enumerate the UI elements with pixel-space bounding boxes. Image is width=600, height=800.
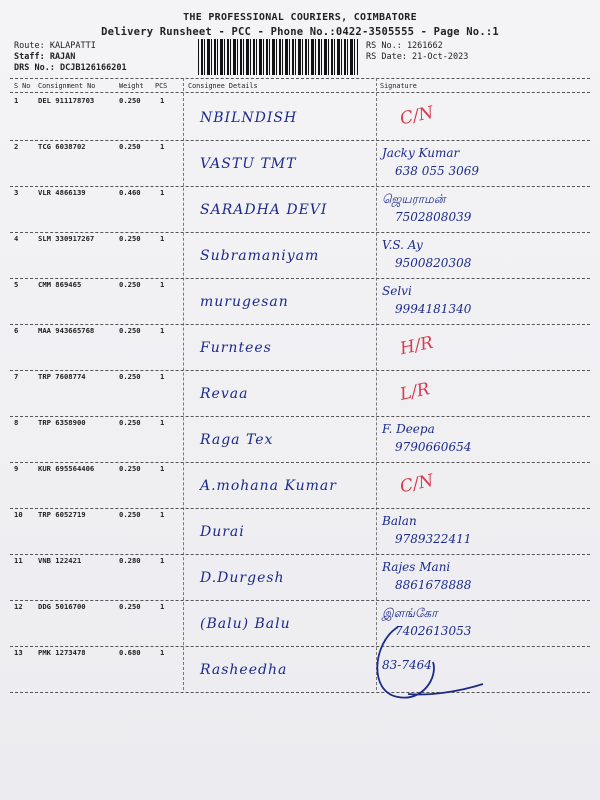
row-pcs: 1 (160, 464, 165, 473)
row-pcs: 1 (160, 372, 165, 381)
row-consignee-name: D.Durgesh (200, 570, 285, 586)
row-signature: Rajes Mani (382, 560, 451, 574)
row-signature-phone: 638 055 3069 (395, 164, 479, 178)
row-sno: 7 (14, 372, 19, 381)
row-sno: 10 (14, 510, 23, 519)
row-consignment-no: VLR 4866139 (38, 188, 86, 197)
row-pcs: 1 (160, 96, 165, 105)
table-row (0, 188, 600, 234)
row-signature: 83-7464 (382, 658, 432, 672)
row-consignee-name: SARADHA DEVI (200, 202, 328, 218)
row-weight: 0.250 (119, 234, 141, 243)
row-consignment-no: TRP 6052719 (38, 510, 86, 519)
row-signature-phone: 9790660654 (395, 440, 472, 454)
row-divider (10, 232, 590, 233)
table-row (0, 96, 600, 142)
row-sno: 8 (14, 418, 19, 427)
row-signature-phone: 9500820308 (395, 256, 472, 270)
row-divider (10, 554, 590, 555)
col-header-pcs: PCS (155, 82, 168, 90)
row-weight: 0.280 (119, 556, 141, 565)
row-pcs: 1 (160, 142, 165, 151)
row-weight: 0.250 (119, 464, 141, 473)
row-signature-phone: 9994181340 (395, 302, 472, 316)
row-divider (10, 508, 590, 509)
row-signature: H/R (398, 332, 436, 360)
row-sno: 3 (14, 188, 19, 197)
row-divider (10, 186, 590, 187)
row-weight: 0.250 (119, 280, 141, 289)
runsheet-subtitle: Delivery Runsheet - PCC - Phone No.:0422-3505555 - Page No.:1 (101, 26, 499, 38)
table-row (0, 372, 600, 418)
row-pcs: 1 (160, 280, 165, 289)
row-weight: 0.460 (119, 188, 141, 197)
row-consignee-name: (Balu) Balu (200, 616, 291, 632)
table-row (0, 556, 600, 602)
row-pcs: 1 (160, 234, 165, 243)
row-divider (10, 370, 590, 371)
row-consignment-no: VNB 122421 (38, 556, 82, 565)
row-consignment-no: DDG 5016700 (38, 602, 86, 611)
row-signature: இளங்கோ (382, 606, 438, 620)
table-row (0, 464, 600, 510)
row-consignee-name: Raga Tex (200, 432, 274, 448)
row-signature-phone: 8861678888 (395, 578, 472, 592)
row-signature-phone: 7502808039 (395, 210, 472, 224)
row-signature-phone: 7402613053 (395, 624, 472, 638)
row-divider (10, 278, 590, 279)
company-title: THE PROFESSIONAL COURIERS, COIMBATORE (183, 12, 417, 23)
row-signature: Selvi (382, 284, 412, 298)
row-divider (10, 324, 590, 325)
row-sno: 2 (14, 142, 19, 151)
row-pcs: 1 (160, 556, 165, 565)
row-consignee-name: VASTU TMT (200, 156, 297, 172)
drs-label: DRS No.: DCJB126166201 (14, 63, 127, 73)
col-header-consignment: Consignment No (38, 82, 96, 90)
row-consignment-no: PMK 1273478 (38, 648, 86, 657)
row-consignment-no: KUR 695564406 (38, 464, 95, 473)
row-divider (10, 416, 590, 417)
row-sno: 12 (14, 602, 23, 611)
rs-date-label: RS Date: 21-Oct-2023 (366, 52, 469, 62)
row-consignee-name: Rasheedha (200, 662, 288, 678)
header-bottom-rule (10, 92, 590, 93)
row-consignment-no: SLM 330917267 (38, 234, 95, 243)
table-row (0, 326, 600, 372)
row-pcs: 1 (160, 602, 165, 611)
row-pcs: 1 (160, 648, 165, 657)
row-weight: 0.250 (119, 326, 141, 335)
row-consignee-name: NBILNDISH (200, 110, 298, 126)
row-weight: 0.250 (119, 96, 141, 105)
col-header-signature: Signature (380, 82, 417, 90)
col-header-consignee: Consignee Details (188, 82, 258, 90)
row-weight: 0.250 (119, 372, 141, 381)
row-consignee-name: murugesan (200, 294, 289, 310)
row-consignment-no: MAA 943665768 (38, 326, 95, 335)
route-label: Route: KALAPATTI (14, 41, 96, 51)
row-weight: 0.680 (119, 648, 141, 657)
row-sno: 1 (14, 96, 19, 105)
rs-no-label: RS No.: 1261662 (366, 41, 443, 51)
row-pcs: 1 (160, 510, 165, 519)
staff-label: Staff: RAJAN (14, 52, 76, 62)
row-sno: 13 (14, 648, 23, 657)
row-signature: ஜெயராமன் (382, 192, 446, 206)
row-sno: 11 (14, 556, 23, 565)
row-weight: 0.250 (119, 602, 141, 611)
col-header-weight: Weight (119, 82, 144, 90)
row-weight: 0.250 (119, 418, 141, 427)
table-top-rule (10, 78, 590, 79)
table-row (0, 418, 600, 464)
row-signature: Jacky Kumar (382, 146, 460, 160)
row-consignment-no: TRP 7608774 (38, 372, 86, 381)
table-row (0, 510, 600, 556)
row-sno: 4 (14, 234, 19, 243)
row-signature: V.S. Ay (382, 238, 423, 252)
row-signature: L/R (398, 379, 432, 405)
barcode (198, 39, 358, 75)
row-consignment-no: TCG 6038702 (38, 142, 86, 151)
row-divider (10, 140, 590, 141)
row-sno: 5 (14, 280, 19, 289)
row-consignment-no: DEL 911178703 (38, 96, 95, 105)
row-sno: 6 (14, 326, 19, 335)
row-weight: 0.250 (119, 142, 141, 151)
row-consignment-no: CMM 869465 (38, 280, 82, 289)
row-signature: Balan (382, 514, 417, 528)
row-consignee-name: Subramaniyam (200, 248, 320, 264)
row-consignee-name: Furntees (200, 340, 272, 356)
row-signature: C/N (398, 102, 436, 130)
row-signature: F. Deepa (382, 422, 435, 436)
signature-scribble (368, 622, 528, 712)
row-signature: C/N (398, 470, 436, 498)
col-header-sno: S No (14, 82, 31, 90)
row-sno: 9 (14, 464, 19, 473)
row-pcs: 1 (160, 188, 165, 197)
table-row (0, 234, 600, 280)
row-divider (10, 462, 590, 463)
row-consignee-name: A.mohana Kumar (200, 478, 337, 494)
row-consignment-no: TRP 6358900 (38, 418, 86, 427)
row-pcs: 1 (160, 418, 165, 427)
row-consignee-name: Durai (200, 524, 245, 540)
row-divider (10, 600, 590, 601)
row-consignee-name: Revaa (200, 386, 249, 402)
row-signature-phone: 9789322411 (395, 532, 472, 546)
row-weight: 0.250 (119, 510, 141, 519)
table-row (0, 280, 600, 326)
row-pcs: 1 (160, 326, 165, 335)
table-row (0, 142, 600, 188)
